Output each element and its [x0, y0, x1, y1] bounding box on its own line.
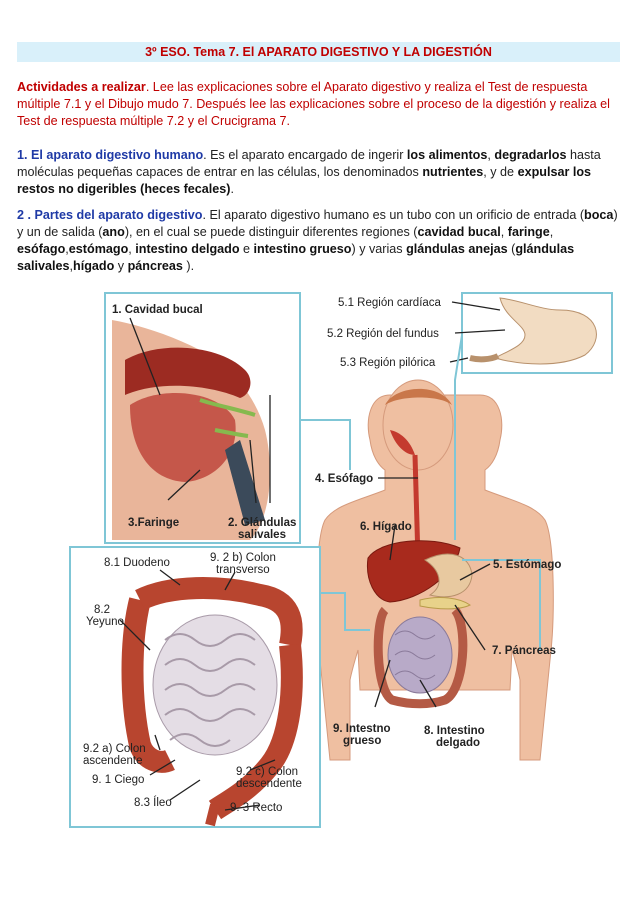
label-region-pilorica: 5.3 Región pilórica	[340, 357, 436, 369]
label-duodeno: 8.1 Duodeno	[104, 557, 170, 569]
label-ciego: 9. 1 Ciego	[92, 774, 145, 786]
section-2-bold: glándulas anejas	[406, 242, 508, 256]
label-recto: 9. 3 Recto	[230, 802, 283, 814]
section-2-text: e	[239, 242, 254, 256]
label-yeyuno-2: Yeyuno	[86, 616, 124, 628]
section-2-bold: glándulas salivales	[17, 242, 575, 273]
section-2-bold: cavidad bucal	[417, 225, 501, 239]
section-2-text: . El aparato digestivo humano es un tubo con un orificio de entrada (	[202, 208, 585, 222]
label-esofago: 4. Esófago	[315, 473, 374, 485]
section-2-bold: faringe	[507, 225, 550, 239]
section-1-bold: nutrientes	[422, 165, 484, 179]
label-glandulas-1: 2. Glándulas	[228, 517, 297, 529]
label-colon-descendente-1: 9.2 c) Colon	[236, 766, 299, 778]
section-2-bold: boca	[584, 208, 614, 222]
section-2-bold: intestino delgado	[135, 242, 240, 256]
section-2-bold: estómago	[68, 242, 129, 256]
label-colon-ascendente-1: 9.2 a) Colon	[83, 743, 146, 755]
label-colon-transverso-2: transverso	[216, 564, 270, 576]
section-1-text: .	[230, 182, 234, 196]
section-2-text: y	[114, 259, 128, 273]
section-1-bold: los alimentos	[406, 148, 488, 162]
label-estomago: 5. Estómago	[493, 559, 562, 571]
label-glandulas-2: salivales	[238, 529, 286, 541]
label-cavidad-bucal: 1. Cavidad bucal	[112, 304, 203, 316]
section-1-bold: expulsar los restos no digeribles (heces fecales)	[17, 165, 592, 196]
section-2-text: (	[507, 242, 516, 256]
section-1-text: . Es el aparato encargado de ingerir	[203, 148, 407, 162]
label-region-cardiaca: 5.1 Región cardíaca	[338, 297, 441, 309]
activities-lead: Actividades a realizar	[17, 80, 146, 94]
section-2-heading: 2 . Partes del aparato digestivo	[17, 208, 203, 222]
section-2-text: ) y varias	[351, 242, 407, 256]
section-2-bold: ano	[102, 225, 125, 239]
section-2-text: ,	[65, 242, 69, 256]
section-1-text: ,	[487, 148, 495, 162]
section-2-bold: páncreas	[127, 259, 183, 273]
activities-text: . Lee las explicaciones sobre el Aparato digestivo y realiza el Test de respuesta múltiple 7.1 y el Dibujo mudo 7. Después lee las explicaciones sobre el proceso de la digestión y realiza el Test de respuesta múltiple 7.2 y el Crucigrama 7.	[17, 80, 610, 128]
label-pancreas: 7. Páncreas	[492, 645, 556, 657]
section-2-text: ,	[69, 259, 74, 273]
section-1-heading: 1. El aparato digestivo humano	[17, 148, 204, 162]
page-title: 3º ESO. Tema 7. El APARATO DIGESTIVO Y LA DIGESTIÓN	[145, 45, 492, 59]
section-1-text: , y de	[483, 165, 518, 179]
label-colon-transverso-1: 9. 2 b) Colon	[210, 552, 276, 564]
section-2-bold: esófago	[17, 242, 66, 256]
section-2-text: ), en el cual se puede distinguir diferentes regiones (	[124, 225, 418, 239]
section-2-text: ) y un de salida (	[17, 208, 618, 239]
label-colon-ascendente-2: ascendente	[83, 755, 143, 767]
section-2-text: ,	[500, 225, 508, 239]
section-2-bold: intestino grueso	[253, 242, 352, 256]
label-int-delgado-1: 8. Intestino	[424, 725, 485, 737]
section-2-text: ).	[182, 259, 195, 273]
section-2-bold: hígado	[73, 259, 115, 273]
label-int-delgado-2: delgado	[436, 737, 481, 749]
label-region-fundus: 5.2 Región del fundus	[327, 328, 439, 340]
label-int-grueso-1: 9. Intestno	[333, 723, 391, 735]
label-faringe: 3.Faringe	[128, 517, 180, 529]
section-1-bold: degradarlos	[494, 148, 567, 162]
label-colon-descendente-2: descendente	[236, 778, 302, 790]
section-1-text: hasta moléculas pequeñas capaces de entrar en las células, los denominados	[17, 148, 601, 179]
label-ileo: 8.3 Íleo	[134, 797, 172, 809]
label-higado: 6. Hígado	[360, 521, 412, 533]
label-int-grueso-2: grueso	[343, 735, 382, 747]
section-2-text: ,	[128, 242, 136, 256]
section-2-text: ,	[549, 225, 554, 239]
label-yeyuno-1: 8.2	[94, 604, 110, 616]
